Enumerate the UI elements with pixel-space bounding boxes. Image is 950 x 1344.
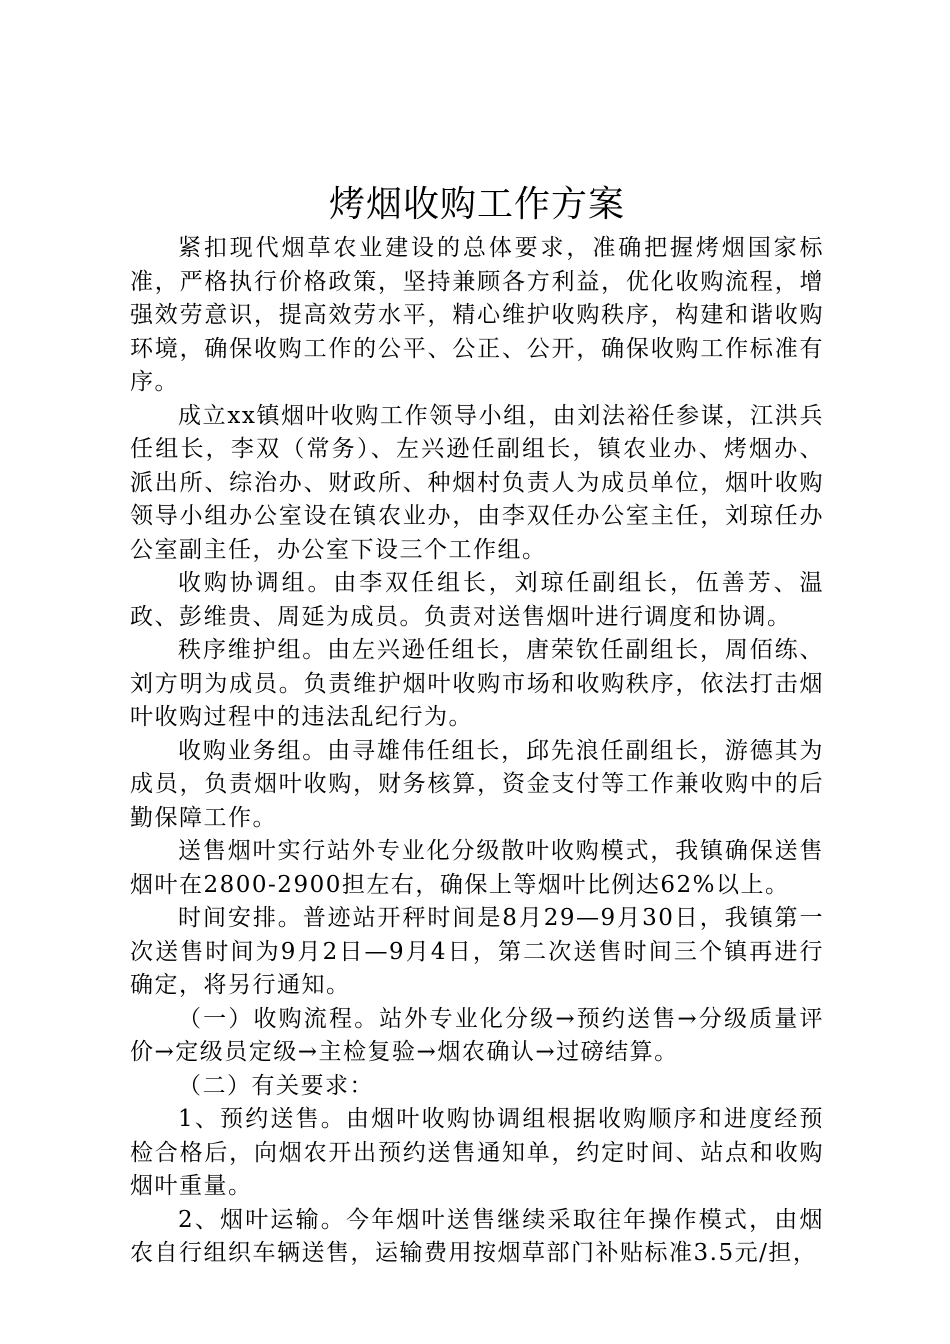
document-page [130, 178, 824, 1271]
paragraph-transport: 2、烟叶运输。今年烟叶送售继续采取往年操作模式，由烟农自行组织车辆送售，运输费用按烟草部门补贴标准3.5元/担， [130, 1206, 824, 1266]
paragraph-requirements-heading: （二）有关要求： [178, 1072, 374, 1099]
paragraph-objectives: 紧扣现代烟草农业建设的总体要求，准确把握烤烟国家标准，严格执行价格政策，坚持兼顾各方利益，优化收购流程，增强效劳意识，提高效劳水平，精心维护收购秩序，构建和谐收购环境，确保收购工作的公平、公正、公开，确保收购工作标准有序。 [130, 235, 824, 395]
paragraph-coordination-group: 收购协调组。由李双任组长，刘琼任副组长，伍善芳、温政、彭维贵、周延为成员。负责对送售烟叶进行调度和协调。 [130, 570, 824, 630]
paragraph-order-group: 秩序维护组。由左兴逊任组长，唐荣钦任副组长，周佰练、刘方明为成员。负责维护烟叶收购市场和收购秩序，依法打击烟叶收购过程中的违法乱纪行为。 [130, 637, 824, 730]
paragraph-schedule: 时间安排。普迹站开秤时间是8月29—9月30日，我镇第一次送售时间为9月2日—9月4日，第二次送售时间三个镇再进行确定，将另行通知。 [130, 905, 824, 998]
paragraph-business-group: 收购业务组。由寻雄伟任组长，邱先浪任副组长，游德其为成员，负责烟叶收购，财务核算，资金支付等工作兼收购中的后勤保障工作。 [130, 737, 824, 831]
paragraph-appointment: 1、预约送售。由烟叶收购协调组根据收购顺序和进度经预检合格后，向烟农开出预约送售通知单，约定时间、站点和收购烟叶重量。 [130, 1106, 824, 1199]
document-title: 烤烟收购工作方案 [328, 184, 625, 225]
paragraph-process: （一）收购流程。站外专业化分级→预约送售→分级质量评价→定级员定级→主检复验→烟农确认→过磅结算。 [130, 1005, 824, 1065]
paragraph-leading-group: 成立xx镇烟叶收购工作领导小组，由刘法裕任参谋，江洪兵任组长，李双（常务）、左兴逊任副组长，镇农业办、烤烟办、派出所、综治办、财政所、种烟村负责人为成员单位，烟叶收购领导小组办公室设在镇农业办，由李双任办公室主任，刘琼任办公室副主任，办公室下设三个工作组。 [130, 402, 824, 563]
paragraph-purchase-mode: 送售烟叶实行站外专业化分级散叶收购模式，我镇确保送售烟叶在2800-2900担左右，确保上等烟叶比例达62%以上。 [130, 838, 824, 898]
